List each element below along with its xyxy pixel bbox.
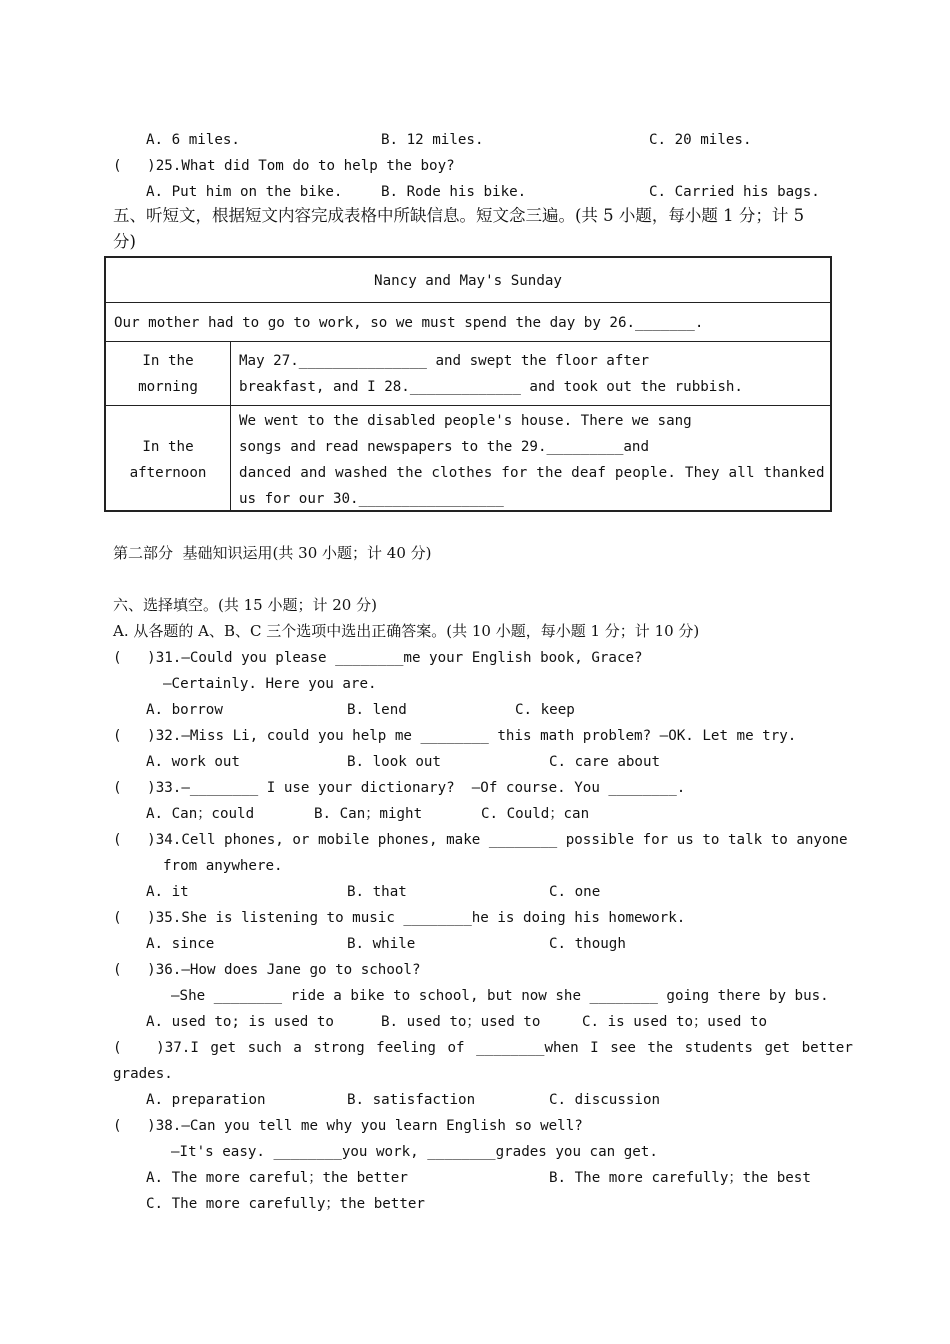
q35-option-b: B. while — [347, 936, 416, 952]
q35-question: ( )35.She is listening to music ________he is doing his homework. — [113, 910, 686, 926]
q24-option-c: C. 20 miles. — [649, 132, 752, 148]
q32-question: ( )32.—Miss Li, could you help me ________ this math problem? —OK. Let me try. — [113, 728, 797, 744]
q38-question: ( )38.—Can you tell me why you learn English so well? — [113, 1118, 583, 1134]
q38-option-b: B. The more carefully；the best — [549, 1170, 811, 1186]
morning-text-line2: breakfast, and I 28._____________ and took out the rubbish. — [239, 379, 743, 395]
afternoon-text-line3: danced and washed the clothes for the deaf people. They all thanked — [239, 465, 825, 481]
q37-question: ( )37.I get such a strong feeling of ________when I see the students get better — [113, 1040, 853, 1056]
q25-option-b: B. Rode his bike. — [381, 184, 527, 200]
q24-option-b: B. 12 miles. — [381, 132, 484, 148]
q32-option-b: B. look out — [347, 754, 441, 770]
q35-option-c: C. though — [549, 936, 626, 952]
q25-option-a: A. Put him on the bike. — [146, 184, 343, 200]
table-title: Nancy and May's Sunday — [374, 273, 562, 289]
q31-reply: —Certainly. Here you are. — [163, 676, 377, 692]
q36-reply: —She ________ ride a bike to school, but now she ________ going there by bus. — [171, 988, 829, 1004]
q38-option-c: C. The more carefully；the better — [146, 1196, 425, 1212]
q37-option-c: C. discussion — [549, 1092, 661, 1108]
q36-option-a: A. used to; is used to — [146, 1014, 334, 1030]
q34-option-b: B. that — [347, 884, 407, 900]
q36-question: ( )36.—How does Jane go to school? — [113, 962, 421, 978]
q25-question: ( )25.What did Tom do to help the boy? — [113, 158, 455, 174]
morning-text-line1: May 27._______________ and swept the floor after — [239, 353, 649, 369]
q36-option-b: B. used to；used to — [381, 1014, 541, 1030]
q37-option-b: B. satisfaction — [347, 1092, 476, 1108]
table-row-divider — [106, 302, 830, 303]
q24-option-a: A. 6 miles. — [146, 132, 240, 148]
table-intro: Our mother had to go to work, so we must spend the day by 26._______. — [114, 315, 704, 331]
q31-option-c: C. keep — [515, 702, 575, 718]
q34-option-a: A. it — [146, 884, 189, 900]
q36-option-c: C. is used to；used to — [582, 1014, 768, 1030]
afternoon-text-line4: us for our 30._________________ — [239, 491, 504, 507]
q34-continuation: from anywhere. — [163, 858, 283, 874]
q31-question: ( )31.—Could you please ________me your English book, Grace? — [113, 650, 643, 666]
info-table — [104, 256, 832, 512]
q35-option-a: A. since — [146, 936, 215, 952]
q31-option-b: B. lend — [347, 702, 407, 718]
afternoon-label-2: afternoon — [129, 465, 207, 481]
table-row-divider — [106, 405, 830, 406]
q33-option-a: A. Can；could — [146, 806, 255, 822]
q34-option-c: C. one — [549, 884, 601, 900]
q37-option-a: A. preparation — [146, 1092, 266, 1108]
part2-heading: 第二部分 基础知识运用(共 30 小题；计 40 分) — [113, 544, 432, 562]
morning-label-1: In the — [142, 353, 194, 369]
afternoon-label-1: In the — [142, 439, 194, 455]
q38-option-a: A. The more careful；the better — [146, 1170, 408, 1186]
q32-option-c: C. care about — [549, 754, 661, 770]
q38-reply: —It's easy. ________you work, ________grades you can get. — [171, 1144, 658, 1160]
q31-option-a: A. borrow — [146, 702, 223, 718]
section5-heading-line1: 五、听短文，根据短文内容完成表格中所缺信息。短文念三遍。(共 5 小题，每小题 1 分；计 5 — [113, 206, 805, 225]
q25-option-c: C. Carried his bags. — [649, 184, 820, 200]
q33-question: ( )33.—________ I use your dictionary? —Of course. You ________. — [113, 780, 686, 796]
q34-question: ( )34.Cell phones, or mobile phones, make ________ possible for us to talk to anyone — [113, 832, 848, 848]
section6-heading: 六、选择填空。(共 15 小题；计 20 分) — [113, 596, 377, 614]
table-column-divider — [230, 341, 231, 510]
q33-option-b: B. Can；might — [314, 806, 423, 822]
sectionA-heading: A. 从各题的 A、B、C 三个选项中选出正确答案。(共 10 小题，每小题 1 分；计 10 分) — [113, 622, 700, 640]
afternoon-text-line2: songs and read newspapers to the 29._________and — [239, 439, 649, 455]
afternoon-text-line1: We went to the disabled people's house. There we sang — [239, 413, 692, 429]
table-row-divider — [106, 341, 830, 342]
q32-option-a: A. work out — [146, 754, 240, 770]
q33-option-c: C. Could；can — [481, 806, 590, 822]
morning-label-2: morning — [138, 379, 198, 395]
section5-heading-line2: 分) — [113, 232, 136, 251]
q37-continuation: grades. — [113, 1066, 173, 1082]
